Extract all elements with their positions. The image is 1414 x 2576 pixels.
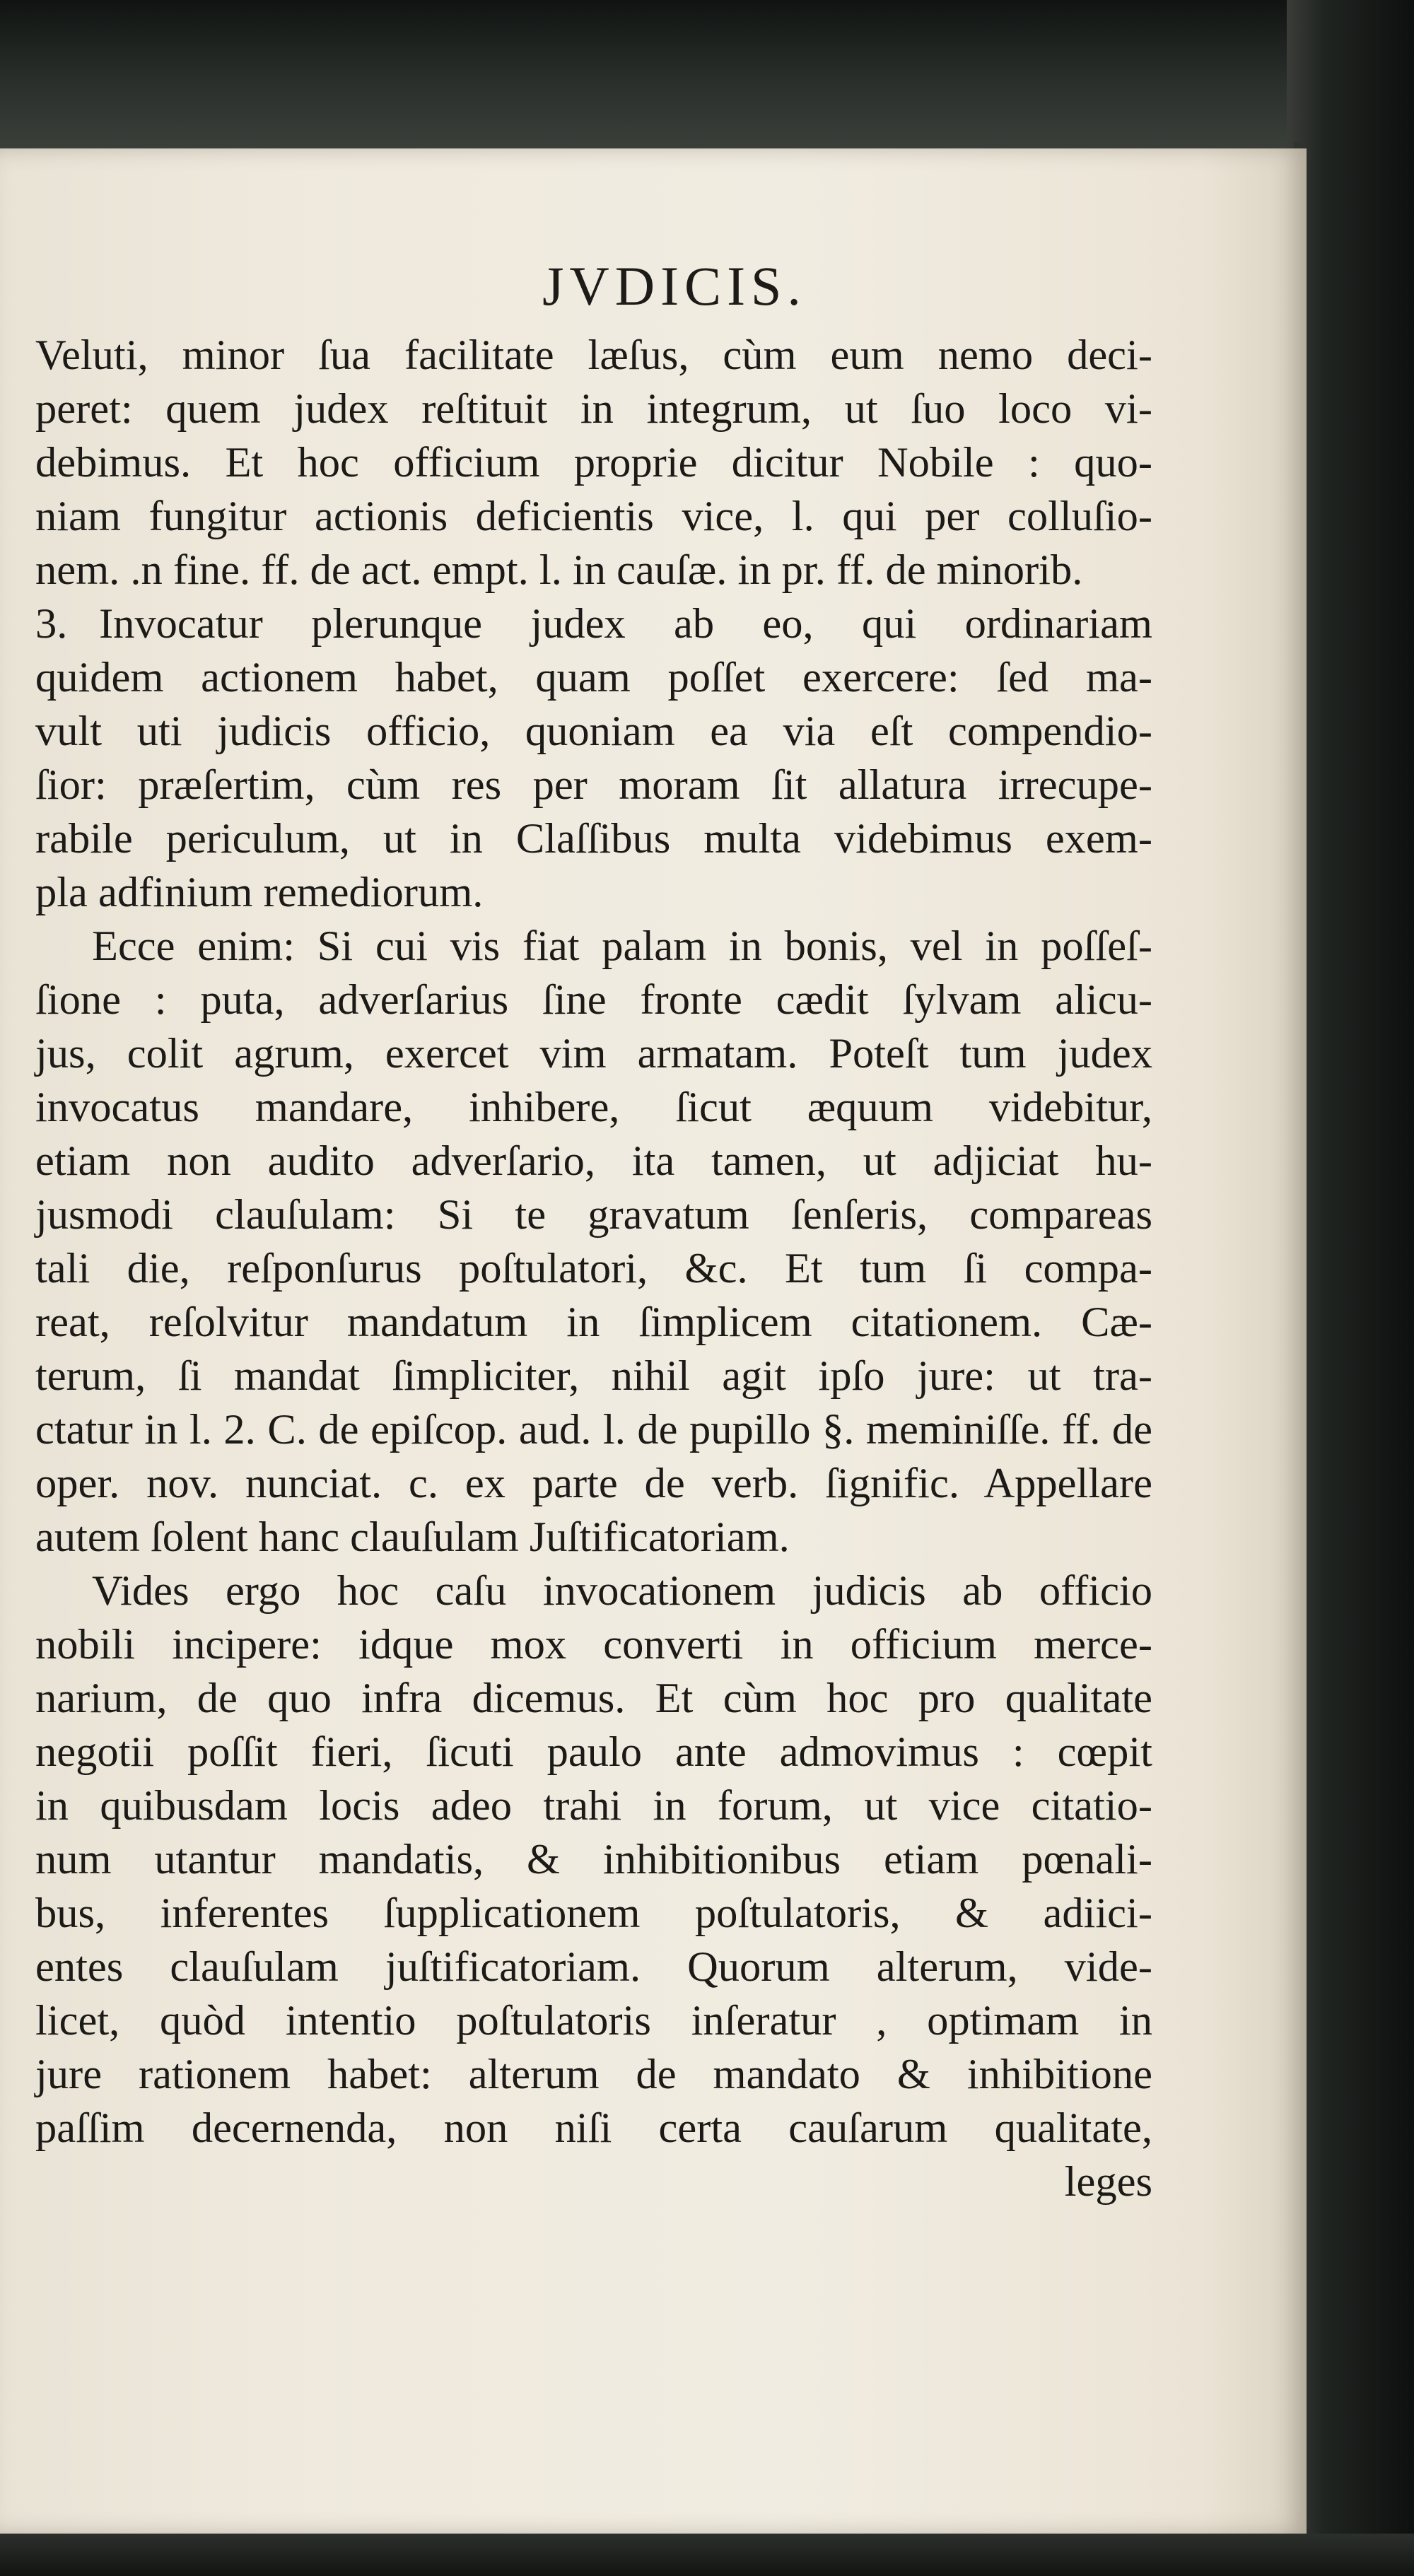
text-line: nem. .n fine. ff. de act. empt. l. in cauſæ. in pr. ff. de minorib. — [35, 546, 1083, 594]
text-line: ſior: præſertim, cùm res per moram ſit allatura irrecupe- — [35, 761, 1152, 809]
text-line: niam fungitur actionis deficientis vice, l. qui per colluſio- — [35, 493, 1152, 540]
text-line: narium, de quo infra dicemus. Et cùm hoc pro qualitate — [35, 1675, 1152, 1722]
text-line: rabile periculum, ut in Claſſibus multa videbimus exem- — [35, 815, 1152, 862]
book-page — [0, 148, 1307, 2534]
scan-frame-top — [0, 0, 1414, 148]
text-line: vult uti judicis officio, quoniam ea via eſt compendio- — [35, 708, 1152, 755]
text-line: peret: quem judex reſtituit in integrum, ut ſuo loco vi- — [35, 385, 1152, 433]
running-head: JVDICIS. — [542, 255, 807, 317]
text-line: etiam non audito adverſario, ita tamen, ut adjiciat hu- — [35, 1137, 1152, 1185]
text-line: pla adfinium remediorum. — [35, 869, 484, 916]
catchword: leges — [1064, 2158, 1152, 2206]
text-line: terum, ſi mandat ſimpliciter, nihil agit ipſo jure: ut tra- — [35, 1352, 1152, 1400]
text-line: jus, colit agrum, exercet vim armatam. Poteſt tum judex — [35, 1030, 1152, 1077]
text-line: tali die, reſponſurus poſtulatori, &c. Et tum ſi compa- — [35, 1245, 1152, 1292]
text-line: negotii poſſit fieri, ſicuti paulo ante admovimus : cœpit — [35, 1728, 1152, 1776]
paragraph-number: 3. — [35, 600, 68, 648]
text-line: debimus. Et hoc officium proprie dicitur Nobile : quo- — [35, 439, 1152, 486]
scan-frame-bottom — [0, 2534, 1414, 2576]
text-line: jusmodi clauſulam: Si te gravatum ſenſeris, compareas — [35, 1191, 1152, 1239]
text-line: licet, quòd intentio poſtulatoris inſeratur , optimam in — [35, 1997, 1152, 2044]
text-line: jure rationem habet: alterum de mandato & inhibitione — [35, 2051, 1152, 2098]
text-line: quidem actionem habet, quam poſſet exercere: ſed ma- — [35, 654, 1152, 701]
line-text: Invocatur plerunque judex ab eo, qui ordinariam — [99, 600, 1152, 648]
text-line: Ecce enim: Si cui vis fiat palam in bonis, vel in poſſeſ- — [92, 923, 1152, 970]
text-line: paſſim decernenda, non niſi certa cauſarum qualitate, — [35, 2104, 1152, 2152]
text-line: nobili incipere: idque mox converti in officium merce- — [35, 1621, 1152, 1668]
text-line: autem ſolent hanc clauſulam Juſtificatoriam. — [35, 1514, 790, 1561]
text-line: reat, reſolvitur mandatum in ſimplicem citationem. Cæ- — [35, 1299, 1152, 1346]
text-line: in quibusdam locis adeo trahi in forum, ut vice citatio- — [35, 1782, 1152, 1829]
text-line: Veluti, minor ſua facilitate læſus, cùm eum nemo deci- — [35, 332, 1152, 379]
text-line: bus, inferentes ſupplicationem poſtulatoris, & adiici- — [35, 1890, 1152, 1937]
text-line: ctatur in l. 2. C. de epiſcop. aud. l. de pupillo §. meminiſſe. ff. de — [35, 1406, 1152, 1453]
text-line: num utantur mandatis, & inhibitionibus etiam pœnali- — [35, 1836, 1152, 1883]
text-line: invocatus mandare, inhibere, ſicut æquum videbitur, — [35, 1084, 1152, 1131]
text-line — [35, 597, 1152, 651]
text-line: entes clauſulam juſtificatoriam. Quorum alterum, vide- — [35, 1943, 1152, 1991]
text-line: oper. nov. nunciat. c. ex parte de verb. ſignific. Appellare — [35, 1460, 1152, 1507]
text-line: Vides ergo hoc caſu invocationem judicis ab officio — [92, 1567, 1152, 1615]
text-line: ſione : puta, adverſarius ſine fronte cædit ſylvam alicu- — [35, 976, 1152, 1024]
body-text — [35, 329, 1152, 2209]
